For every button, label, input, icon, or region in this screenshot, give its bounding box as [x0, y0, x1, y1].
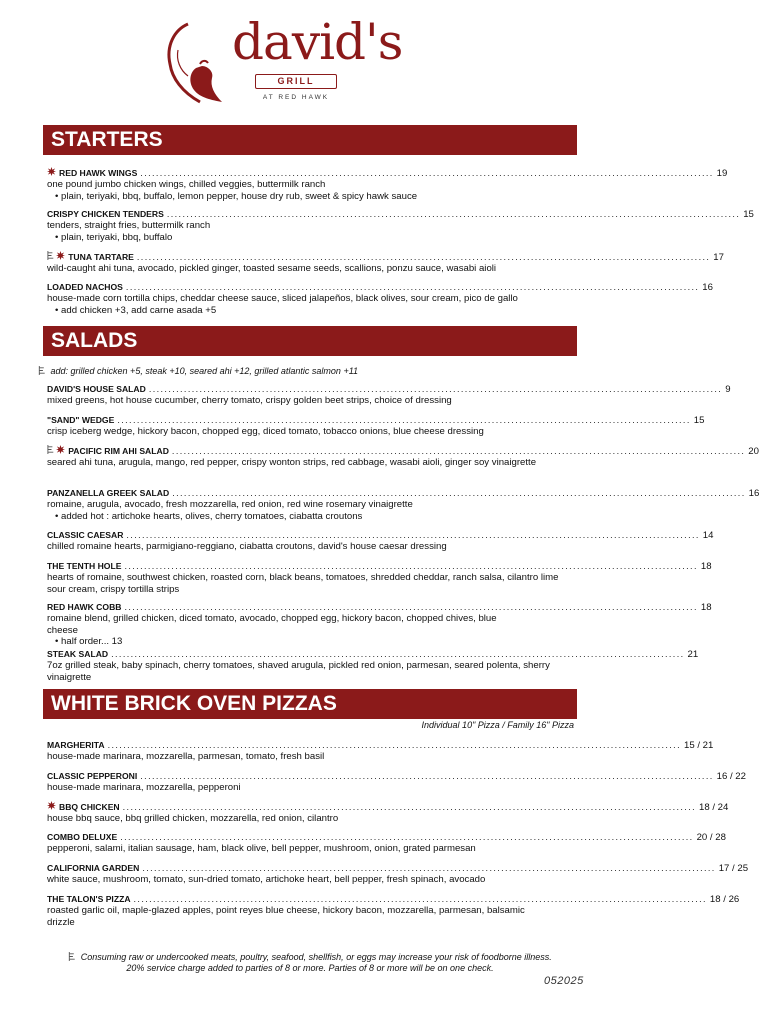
menu-item	[47, 384, 731, 407]
leader-dots: ...................................................................................................................................................	[172, 488, 746, 498]
item-description: chilled romaine hearts, parmigiano-reggiano, ciabatta croutons, david's house caesar dressing	[47, 541, 447, 553]
leader-dots: ...................................................................................................................................................	[107, 740, 681, 750]
item-price: 20	[748, 446, 759, 457]
item-description: white sauce, mushroom, tomato, sun-dried tomato, artichoke heart, bell pepper, fresh spinach, avocado	[47, 874, 486, 886]
raw-warning-icon	[68, 952, 76, 961]
item-description: house-made marinara, mozzarella, parmesan, tomato, fresh basil	[47, 751, 325, 763]
item-name: CLASSIC CAESAR	[47, 530, 124, 540]
item-description: house-made marinara, mozzarella, pepperoni	[47, 782, 241, 794]
item-price: 15	[693, 415, 705, 426]
pizza-size-note: Individual 10" Pizza / Family 16" Pizza	[421, 720, 574, 730]
brand-name: david's	[232, 13, 403, 71]
add-note-text: add: grilled chicken +5, steak +10, seared ahi +12, grilled atlantic salmon +11	[50, 366, 359, 376]
item-name: COMBO DELUXE	[47, 832, 118, 842]
item-name: TUNA TARTARE	[68, 252, 134, 262]
item-price: 17	[713, 252, 724, 263]
brand-grill: GRILL	[255, 74, 337, 89]
menu-item	[47, 209, 754, 243]
item-name: BBQ CHICKEN	[59, 802, 120, 812]
leader-dots: ...................................................................................................................................................	[124, 561, 698, 571]
item-description: romaine, arugula, avocado, fresh mozzarella, red onion, red wine rosemary vinaigrette	[47, 499, 413, 511]
item-description: roasted garlic oil, maple-glazed apples, point reyes blue cheese, hickory bacon, mozzarella, parmesan, balsamic drizzle	[47, 905, 525, 928]
item-description: wild-caught ahi tuna, avocado, pickled ginger, toasted sesame seeds, scallions, ponzu sauce, wasabi aioli	[47, 263, 497, 275]
item-name: PANZANELLA GREEK SALAD	[47, 488, 170, 498]
item-name: "SAND" WEDGE	[47, 415, 115, 425]
item-name: MARGHERITA	[47, 740, 105, 750]
leader-dots: ...................................................................................................................................................	[126, 530, 700, 540]
item-description: one pound jumbo chicken wings, chilled veggies, buttermilk ranch	[47, 179, 326, 191]
item-name: STEAK SALAD	[47, 649, 109, 659]
leader-dots: ...................................................................................................................................................	[142, 863, 716, 873]
leader-dots: ...................................................................................................................................................	[122, 802, 697, 812]
house-favorite-icon	[56, 445, 65, 454]
item-options: • half order... 13	[55, 636, 123, 648]
item-description: romaine blend, grilled chicken, diced tomato, avocado, chopped egg, hickory bacon, chopped chives, blue cheese	[47, 613, 497, 636]
item-name: CLASSIC PEPPERONI	[47, 771, 138, 781]
menu-item	[47, 488, 759, 522]
house-favorite-icon	[47, 801, 56, 810]
menu-item	[47, 561, 712, 595]
menu-item	[47, 740, 714, 763]
item-price: 21	[687, 649, 699, 660]
item-description: hearts of romaine, southwest chicken, roasted corn, black beans, tomatoes, shredded cheddar, ranch salsa, cilantro lime sour cream, crispy tortilla strips	[47, 572, 559, 595]
menu-item	[47, 530, 714, 553]
leader-dots: ...................................................................................................................................................	[125, 282, 700, 292]
menu-item	[47, 649, 699, 683]
raw-warning-icon	[47, 445, 54, 454]
foodborne-warning-text: Consuming raw or undercooked meats, poultry, seafood, shellfish, or eggs may increase your risk of foodborne illness.	[80, 952, 552, 962]
menu-item	[47, 282, 713, 316]
leader-dots: ...................................................................................................................................................	[166, 209, 741, 219]
leader-dots: ...................................................................................................................................................	[117, 415, 691, 425]
item-description: house-made corn tortilla chips, cheddar cheese sauce, sliced jalapeños, black olives, sour cream, pico de gallo	[47, 293, 518, 305]
raw-warning-icon	[38, 366, 46, 375]
item-price: 16 / 22	[716, 771, 746, 782]
item-description: house bbq sauce, bbq grilled chicken, mozzarella, red onion, cilantro	[47, 813, 339, 825]
brand-logo	[160, 12, 403, 107]
starters-header: STARTERS	[43, 125, 577, 155]
item-description: mixed greens, hot house cucumber, cherry tomato, crispy golden beet strips, choice of dressing	[47, 395, 452, 407]
leader-dots: ...................................................................................................................................................	[148, 384, 723, 394]
leader-dots: ...................................................................................................................................................	[136, 252, 711, 262]
raw-warning-icon	[47, 251, 54, 260]
item-price: 17 / 25	[718, 863, 749, 874]
leader-dots: ...................................................................................................................................................	[124, 602, 698, 612]
item-price: 15 / 21	[683, 740, 714, 751]
brand-location: AT RED HAWK	[262, 94, 330, 101]
item-price: 19	[716, 168, 728, 179]
item-price: 20 / 28	[696, 832, 726, 843]
house-favorite-icon	[56, 251, 65, 260]
salads-header: SALADS	[43, 326, 577, 356]
item-options: • add chicken +3, add carne asada +5	[55, 304, 217, 316]
menu-item	[47, 415, 705, 438]
item-price: 18	[700, 561, 712, 572]
item-price: 18	[700, 602, 712, 613]
menu-item	[47, 445, 759, 469]
item-name: CRISPY CHICKEN TENDERS	[47, 209, 164, 219]
footer-disclaimer	[40, 952, 580, 974]
menu-item	[47, 771, 746, 794]
hawk-icon	[160, 20, 230, 110]
item-name: CALIFORNIA GARDEN	[47, 863, 140, 873]
leader-dots: ...................................................................................................................................................	[140, 771, 714, 781]
item-price: 18 / 24	[699, 802, 729, 813]
menu-item	[47, 167, 728, 202]
item-name: RED HAWK COBB	[47, 602, 122, 612]
item-name: RED HAWK WINGS	[59, 168, 138, 178]
item-name: DAVID'S HOUSE SALAD	[47, 384, 146, 394]
house-favorite-icon	[47, 167, 56, 176]
item-options: • plain, teriyaki, bbq, buffalo, lemon pepper, house dry rub, sweet & spicy hawk sauce	[55, 190, 418, 202]
item-description: 7oz grilled steak, baby spinach, cherry tomatoes, shaved arugula, pickled red onion, parmesan, seared polenta, sherry vinaigrette	[47, 660, 550, 683]
service-charge-note: 20% service charge added to parties of 8 or more. Parties of 8 or more will be on one check.	[126, 963, 494, 973]
menu-item	[47, 801, 729, 825]
leader-dots: ...................................................................................................................................................	[171, 446, 746, 456]
item-description: tenders, straight fries, buttermilk ranch	[47, 220, 211, 232]
item-price: 16	[702, 282, 713, 293]
menu-item	[47, 602, 712, 648]
item-description: seared ahi tuna, arugula, mango, red pepper, crispy wonton strips, red cabbage, wasabi aioli, ginger soy vinaigrette	[47, 457, 537, 469]
menu-item	[47, 894, 740, 928]
menu-item	[47, 832, 726, 855]
item-price: 14	[702, 530, 714, 541]
item-price: 16	[748, 488, 759, 499]
item-name: THE TENTH HOLE	[47, 561, 122, 571]
salad-add-note	[38, 366, 358, 376]
item-name: PACIFIC RIM AHI SALAD	[68, 446, 169, 456]
menu-item	[47, 251, 724, 275]
foodborne-warning	[40, 952, 580, 963]
item-price: 9	[725, 384, 731, 395]
menu-item	[47, 863, 749, 886]
menu-version-code: 052025	[544, 975, 584, 987]
leader-dots: ...................................................................................................................................................	[111, 649, 685, 659]
item-options: • added hot : artichoke hearts, olives, cherry tomatoes, ciabatta croutons	[55, 510, 363, 522]
item-options: • plain, teriyaki, bbq, buffalo	[55, 231, 173, 243]
leader-dots: ...................................................................................................................................................	[140, 168, 714, 178]
item-price: 18 / 26	[709, 894, 740, 905]
leader-dots: ...................................................................................................................................................	[120, 832, 694, 842]
item-name: LOADED NACHOS	[47, 282, 123, 292]
item-description: pepperoni, salami, italian sausage, ham, black olive, bell pepper, mushroom, onion, grated parmesan	[47, 843, 476, 855]
item-name: THE TALON'S PIZZA	[47, 894, 131, 904]
item-price: 15	[743, 209, 754, 220]
item-description: crisp iceberg wedge, hickory bacon, chopped egg, diced tomato, tobacco onions, blue cheese dressing	[47, 426, 484, 438]
pizzas-header: WHITE BRICK OVEN PIZZAS	[43, 689, 577, 719]
leader-dots: ...................................................................................................................................................	[133, 894, 707, 904]
